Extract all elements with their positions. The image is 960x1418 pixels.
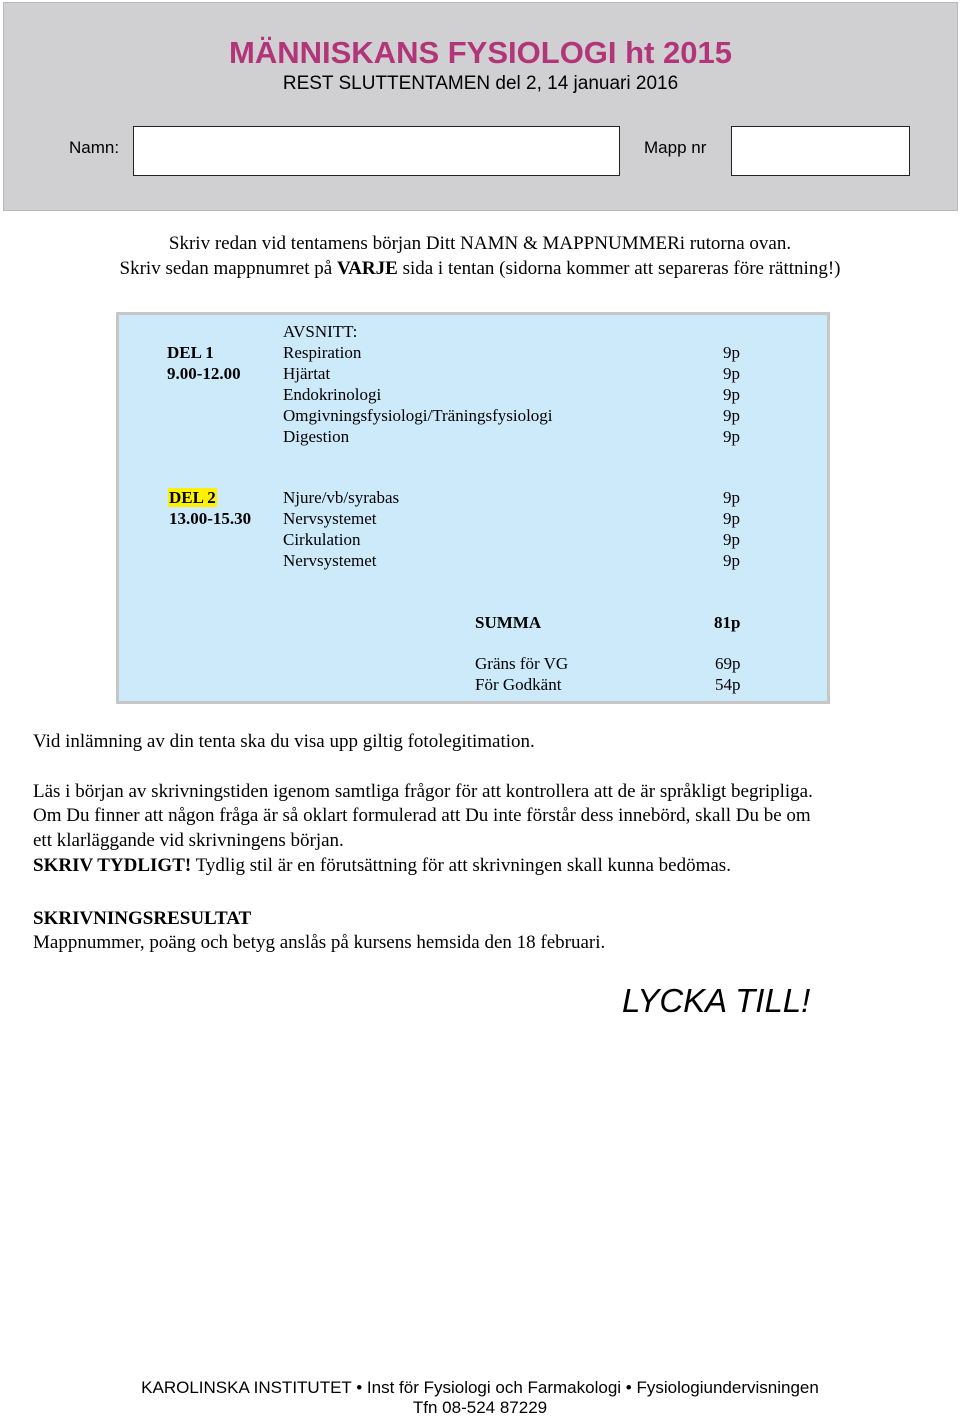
footer-phone: Tfn 08-524 87229 xyxy=(412,1398,548,1417)
del1-item-points: 9p xyxy=(723,406,740,425)
read-instruction-line-2: Om Du finner att någon fråga är så oklart formulerad att Du inte förstår dess innebörd, skall Du be om xyxy=(33,805,811,826)
del2-item-points: 9p xyxy=(723,488,740,507)
del1-item-name: Digestion xyxy=(283,427,350,446)
footer-institution: KAROLINSKA INSTITUTET • Inst för Fysiologi och Farmakologi • Fysiologiundervisningen xyxy=(141,1378,819,1397)
read-instruction-line-1: Läs i början av skrivningstiden igenom samtliga frågor för att kontrollera att de är språkligt begripliga. xyxy=(33,781,813,802)
instruction-line-1: Skriv redan vid tentamens början Ditt NAMN & MAPPNUMMERi rutorna ovan. xyxy=(168,233,792,254)
result-text: Mappnummer, poäng och betyg anslås på kursens hemsida den 18 februari. xyxy=(33,932,606,953)
photo-id-notice: Vid inlämning av din tenta ska du visa upp giltig fotolegitimation. xyxy=(33,731,535,752)
del2-item-points: 9p xyxy=(723,530,740,549)
del1-item-points: 9p xyxy=(723,385,740,404)
del1-label: DEL 1 xyxy=(167,343,214,362)
del2-item-name: Cirkulation xyxy=(283,530,361,549)
del1-item-points: 9p xyxy=(723,427,740,446)
pass-threshold-value: 54p xyxy=(715,675,741,694)
section-header: AVSNITT: xyxy=(283,322,358,341)
del2-item-points: 9p xyxy=(723,509,740,528)
del1-item-name: Respiration xyxy=(283,343,362,362)
instruction-emphasis: VARJE xyxy=(336,258,398,279)
vg-threshold-value: 69p xyxy=(715,654,741,673)
pass-threshold-label: För Godkänt xyxy=(475,675,562,694)
exam-header xyxy=(3,2,958,211)
exam-title: MÄNNISKANS FYSIOLOGI ht 2015 xyxy=(229,35,732,70)
result-heading: SKRIVNINGSRESULTAT xyxy=(33,908,252,929)
del1-item-points: 9p xyxy=(723,343,740,362)
exam-subtitle: REST SLUTTENTAMEN del 2, 14 januari 2016 xyxy=(282,73,679,94)
write-clearly-line: SKRIV TYDLIGT! Tydlig stil är en förutsättning för att skrivningen skall kunna bedömas. xyxy=(33,855,731,876)
schedule-panel xyxy=(116,312,830,704)
instruction-line-2: Skriv sedan mappnumret på VARJE sida i tentan (sidorna kommer att separeras före rättning!) xyxy=(119,258,841,279)
del1-item-name: Endokrinologi xyxy=(283,385,382,404)
del2-label: DEL 2 xyxy=(169,488,216,507)
del1-item-name: Omgivningsfysiologi/Träningsfysiologi xyxy=(283,406,553,425)
name-field[interactable] xyxy=(133,126,620,176)
vg-threshold-label: Gräns för VG xyxy=(475,654,569,673)
del2-item-name: Nervsystemet xyxy=(283,551,377,570)
write-clearly-emphasis: SKRIV TYDLIGT! xyxy=(33,855,192,876)
sum-label: SUMMA xyxy=(475,613,542,632)
del2-item-points: 9p xyxy=(723,551,740,570)
del2-item-name: Nervsystemet xyxy=(283,509,377,528)
good-luck: LYCKA TILL! xyxy=(622,982,811,1019)
del1-item-name: Hjärtat xyxy=(283,364,331,383)
name-label: Namn: xyxy=(69,138,120,157)
read-instruction-line-3: ett klarläggande vid skrivningens början. xyxy=(33,830,344,851)
folder-number-field[interactable] xyxy=(731,126,910,176)
folder-number-label: Mapp nr xyxy=(644,138,707,157)
del2-time: 13.00-15.30 xyxy=(169,509,252,528)
del2-item-name: Njure/vb/syrabas xyxy=(283,488,400,507)
sum-value: 81p xyxy=(714,613,741,632)
del1-item-points: 9p xyxy=(723,364,740,383)
del1-time: 9.00-12.00 xyxy=(167,364,241,383)
